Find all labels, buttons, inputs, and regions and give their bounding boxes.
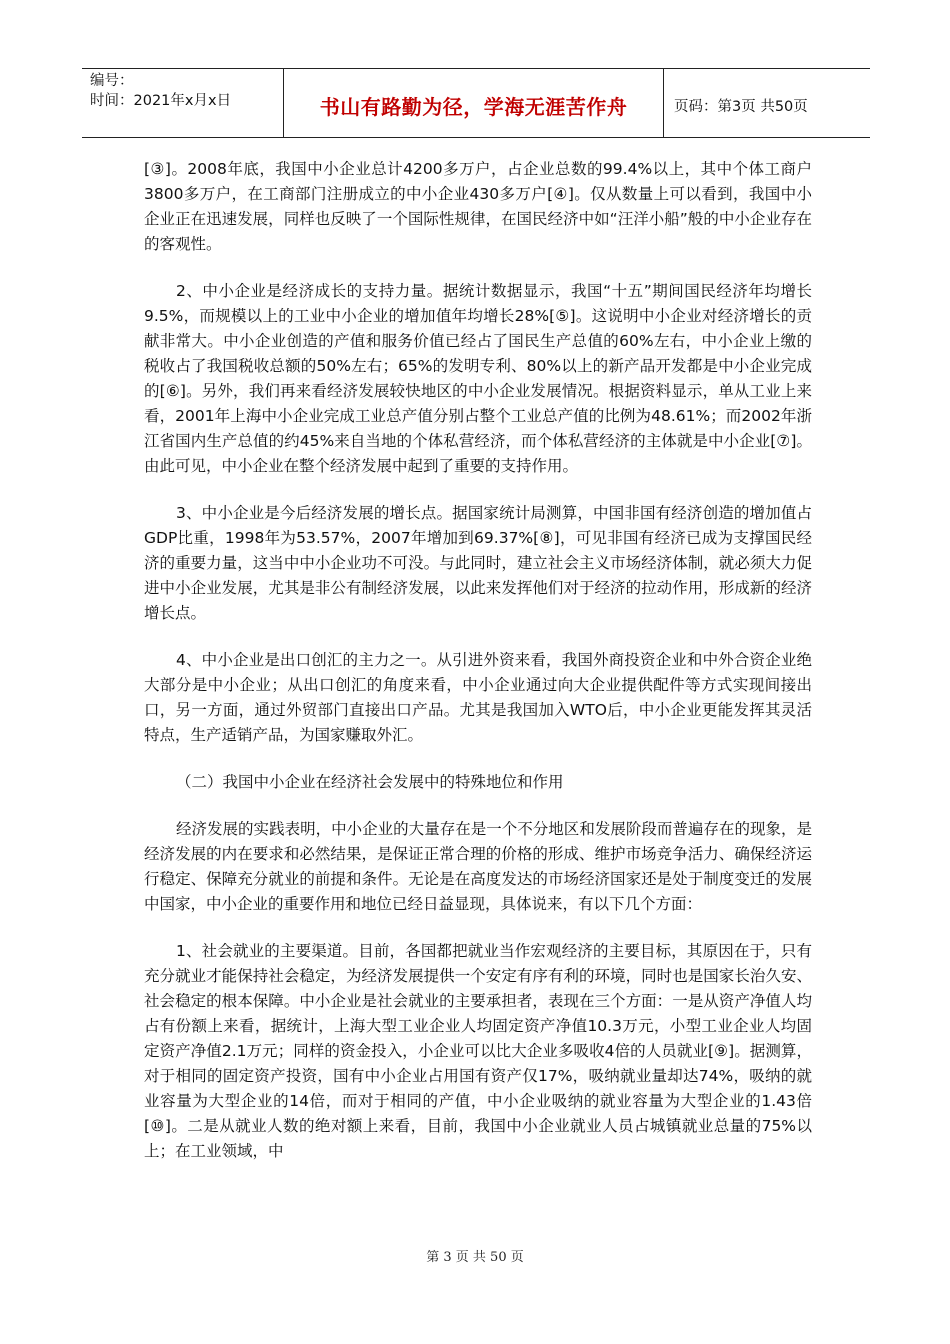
paragraph-5: 经济发展的实践表明，中小企业的大量存在是一个不分地区和发展阶段而普遍存在的现象，是经济发展的内在要求和必然结果，是保证正常合理的价格的形成、维护市场竞争活力、确保经济运行稳定、保障充分就业的前提和条件。无论是在高度发达的市场经济国家还是处于制度变迁的发展中国家，中小企业的重要作用和地位已经日益显现，具体说来，有以下几个方面： <box>144 820 812 913</box>
paragraph-6: 1、社会就业的主要渠道。目前，各国都把就业当作宏观经济的主要目标，其原因在于，只有充分就业才能保持社会稳定，为经济发展提供一个安定有序有利的环境，同时也是国家长治久安、社会稳定的根本保障。中小企业是社会就业的主要承担者，表现在三个方面：一是从资产净值人均占有份额上来看，据统计，上海大型工业企业人均固定资产净值10.3万元，小型工业企业人均固定资产净值2.1万元；同样的资金投入，小企业可以比大企业多吸收4倍的人员就业[⑨]。据测算，对于相同的固定资产投资，国有中小企业占用国有资产仅17%，吸纳就业量却达74%，吸纳的就业容量为大型企业的14倍，而对于相同的产值，中小企业吸纳的就业容量为大型企业的1.43倍[⑩]。二是从就业人数的绝对额上来看，目前，我国中小企业就业人员占城镇就业总量的75%以上；在工业领域，中 <box>144 942 812 1160</box>
number-label: 编号： <box>90 73 134 89</box>
header-motto: 书山有路勤为径，学海无涯苦作舟 <box>284 69 664 137</box>
section-heading: （二）我国中小企业在经济社会发展中的特殊地位和作用 <box>176 773 564 791</box>
paragraph-3: 3、中小企业是今后经济发展的增长点。据国家统计局测算，中国非国有经济创造的增加值占GDP比重，1998年为53.57%，2007年增加到69.37%[⑧]，可见非国有经济已成为支撑国民经济的重要力量，这当中中小企业功不可没。与此同时，建立社会主义市场经济体制，就必须大力促进中小企业发展，尤其是非公有制经济发展，以此来发挥他们对于经济的拉动作用，形成新的经济增长点。 <box>144 504 812 622</box>
header-meta <box>82 69 284 137</box>
time-label: 时间：2021年x月x日 <box>90 93 232 109</box>
page-footer: 第 3 页 共 50 页 <box>426 1250 524 1265</box>
document-header <box>82 68 870 138</box>
document-body <box>144 157 812 1186</box>
header-page-info: 页码：第3页 共50页 <box>674 98 808 115</box>
paragraph-2: 2、中小企业是经济成长的支持力量。据统计数据显示，我国“十五”期间国民经济年均增长9.5%，而规模以上的工业中小企业的增加值年均增长28%[⑤]。这说明中小企业对经济增长的贡献非常大。中小企业创造的产值和服务价值已经占了国民生产总值的60%左右，中小企业上缴的税收占了我国税收总额的50%左右；65%的发明专利、80%以上的新产品开发都是中小企业完成的[⑥]。另外，我们再来看经济发展较快地区的中小企业发展情况。根据资料显示，单从工业上来看，2001年上海中小企业完成工业总产值分别占整个工业总产值的比例为48.61%；而2002年浙江省国内生产总值的约45%来自当地的个体私营经济，而个体私营经济的主体就是中小企业[⑦]。由此可见，中小企业在整个经济发展中起到了重要的支持作用。 <box>144 282 812 475</box>
paragraph-4: 4、中小企业是出口创汇的主力之一。从引进外资来看，我国外商投资企业和中外合资企业绝大部分是中小企业；从出口创汇的角度来看，中小企业通过向大企业提供配件等方式实现间接出口，另一方面，通过外贸部门直接出口产品。尤其是我国加入WTO后，中小企业更能发挥其灵活特点，生产适销产品，为国家赚取外汇。 <box>144 651 812 744</box>
paragraph-1: [③]。2008年底，我国中小企业总计4200多万户，占企业总数的99.4%以上，其中个体工商户3800多万户，在工商部门注册成立的中小企业430多万户[④]。仅从数量上可以看到，我国中小企业正在迅速发展，同样也反映了一个国际性规律，在国民经济中如“汪洋小船”般的中小企业存在的客观性。 <box>144 160 812 253</box>
